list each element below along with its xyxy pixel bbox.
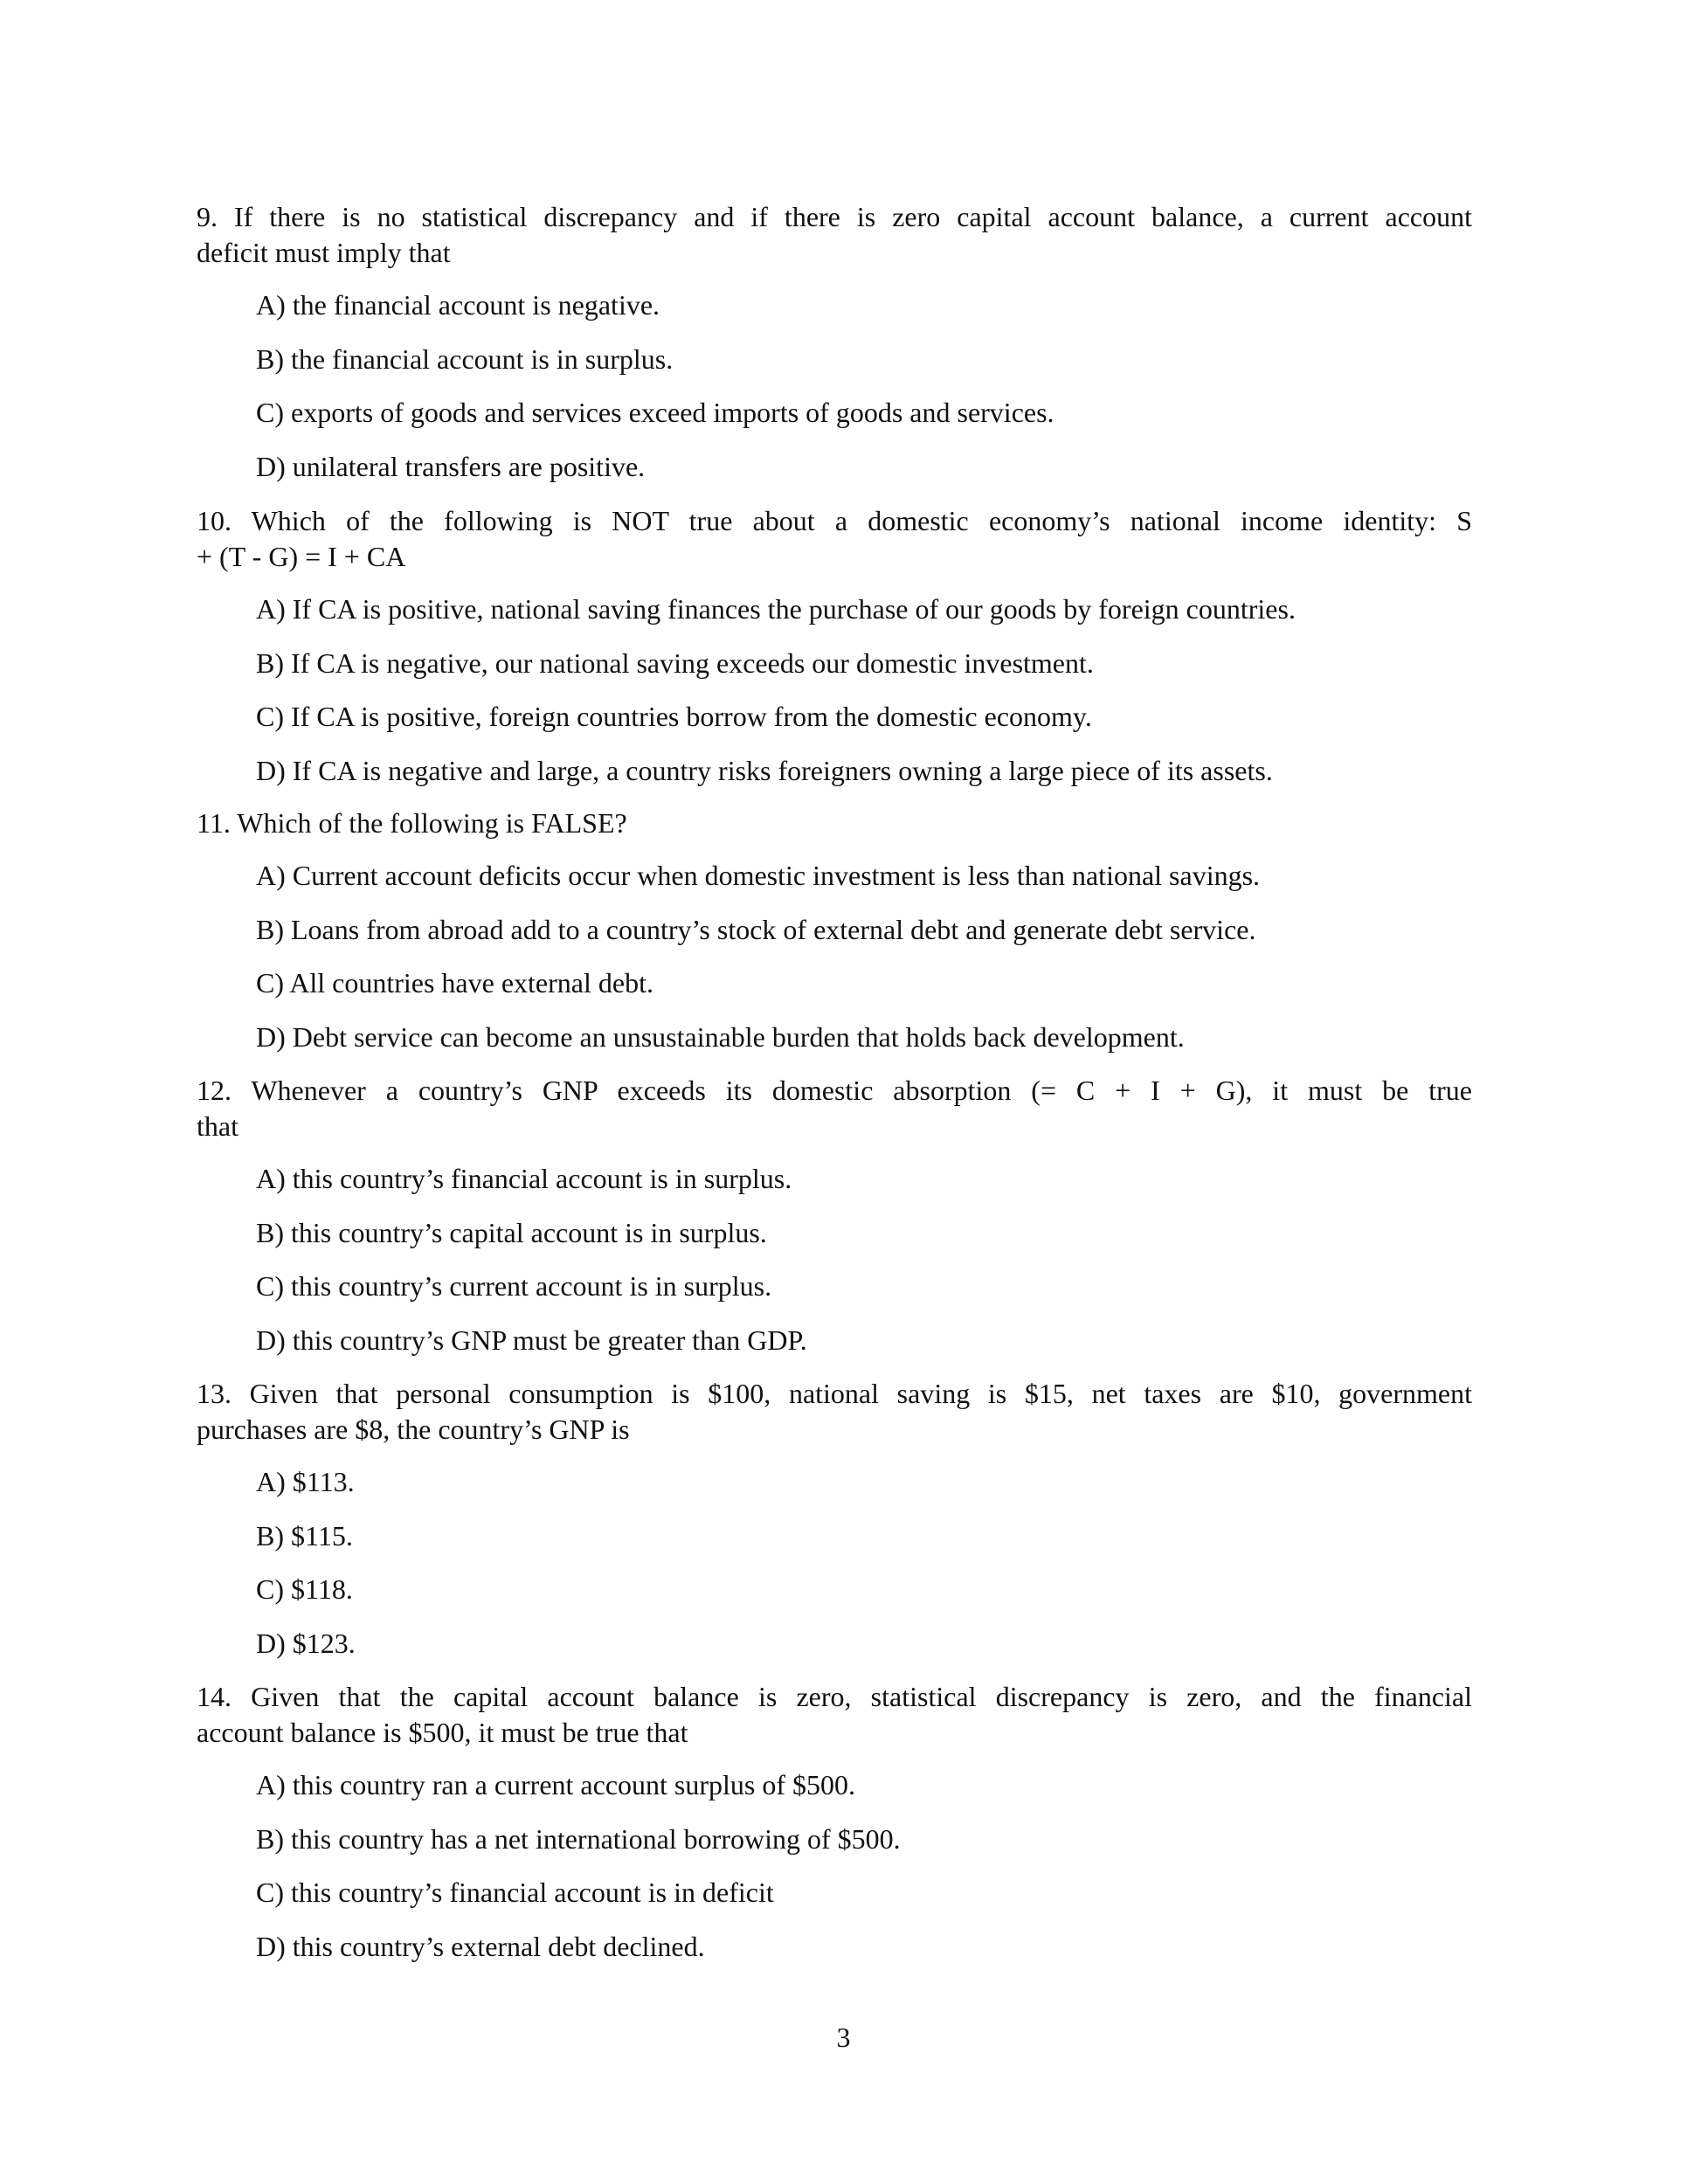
answer-option: D) this country’s external debt declined. xyxy=(256,1930,705,1962)
question-text-line: 9. If there is no statistical discrepancy and if there is zero capital account balance, a current account xyxy=(197,201,1472,232)
question-text-line: purchases are $8, the country’s GNP is xyxy=(197,1413,630,1445)
answer-option: B) If CA is negative, our national saving exceeds our domestic investment. xyxy=(256,646,1094,679)
question-text-line: deficit must imply that xyxy=(197,237,451,268)
question-text-line: 10. Which of the following is NOT true about a domestic economy’s national income identity: S xyxy=(197,505,1472,536)
answer-option: B) $115. xyxy=(256,1519,353,1552)
answer-option: A) Current account deficits occur when domestic investment is less than national savings. xyxy=(256,860,1261,891)
answer-option: C) this country’s current account is in surplus. xyxy=(256,1270,772,1302)
question-text-line: that xyxy=(197,1110,239,1142)
answer-option: C) All countries have external debt. xyxy=(256,967,653,999)
question-text-line: 14. Given that the capital account balance is zero, statistical discrepancy is zero, and the financial xyxy=(197,1681,1472,1712)
answer-option: C) $118. xyxy=(256,1573,353,1605)
question-11 xyxy=(197,805,1472,1064)
answer-option: B) this country has a net international borrowing of $500. xyxy=(256,1822,901,1855)
answer-option: B) the financial account is in surplus. xyxy=(256,342,674,375)
question-text-line: 12. Whenever a country’s GNP exceeds its domestic absorption (= C + I + G), it must be true xyxy=(197,1075,1472,1106)
question-text-line: + (T - G) = I + CA xyxy=(197,541,406,572)
page-number: 3 xyxy=(836,2022,851,2053)
answer-option: D) this country’s GNP must be greater than GDP. xyxy=(256,1324,807,1356)
answer-option: A) If CA is positive, national saving finances the purchase of our goods by foreign countries. xyxy=(256,593,1296,625)
question-14 xyxy=(197,1679,1472,1973)
answer-options xyxy=(197,279,1472,494)
answer-option: C) this country’s financial account is in deficit xyxy=(256,1876,774,1908)
question-13 xyxy=(197,1376,1472,1670)
question-9 xyxy=(197,199,1472,494)
answer-option: C) If CA is positive, foreign countries borrow from the domestic economy. xyxy=(256,701,1092,732)
answer-option: A) this country’s financial account is in surplus. xyxy=(256,1163,792,1194)
question-text-line: 11. Which of the following is FALSE? xyxy=(197,807,627,839)
answer-option: C) exports of goods and services exceed imports of goods and services. xyxy=(256,397,1054,428)
answer-option: A) the financial account is negative. xyxy=(256,289,660,321)
answer-option: A) $113. xyxy=(256,1466,355,1497)
question-10 xyxy=(197,503,1472,798)
answer-options xyxy=(197,1455,1472,1670)
answer-option: D) unilateral transfers are positive. xyxy=(256,450,646,482)
answer-options xyxy=(197,583,1472,798)
answer-option: D) If CA is negative and large, a country risks foreigners owning a large piece of its assets. xyxy=(256,754,1273,786)
question-12 xyxy=(197,1073,1472,1367)
question-text-line: account balance is $500, it must be true that xyxy=(197,1717,688,1748)
answer-option: B) Loans from abroad add to a country’s stock of external debt and generate debt service. xyxy=(256,913,1256,945)
question-text-line: 13. Given that personal consumption is $100, national saving is $15, net taxes are $10, government xyxy=(197,1378,1472,1409)
answer-options xyxy=(197,1152,1472,1367)
answer-option: A) this country ran a current account surplus of $500. xyxy=(256,1769,856,1800)
answer-option: D) $123. xyxy=(256,1627,356,1659)
answer-options xyxy=(197,849,1472,1064)
answer-options xyxy=(197,1759,1472,1973)
answer-option: B) this country’s capital account is in surplus. xyxy=(256,1216,767,1248)
answer-option: D) Debt service can become an unsustainable burden that holds back development. xyxy=(256,1020,1185,1053)
